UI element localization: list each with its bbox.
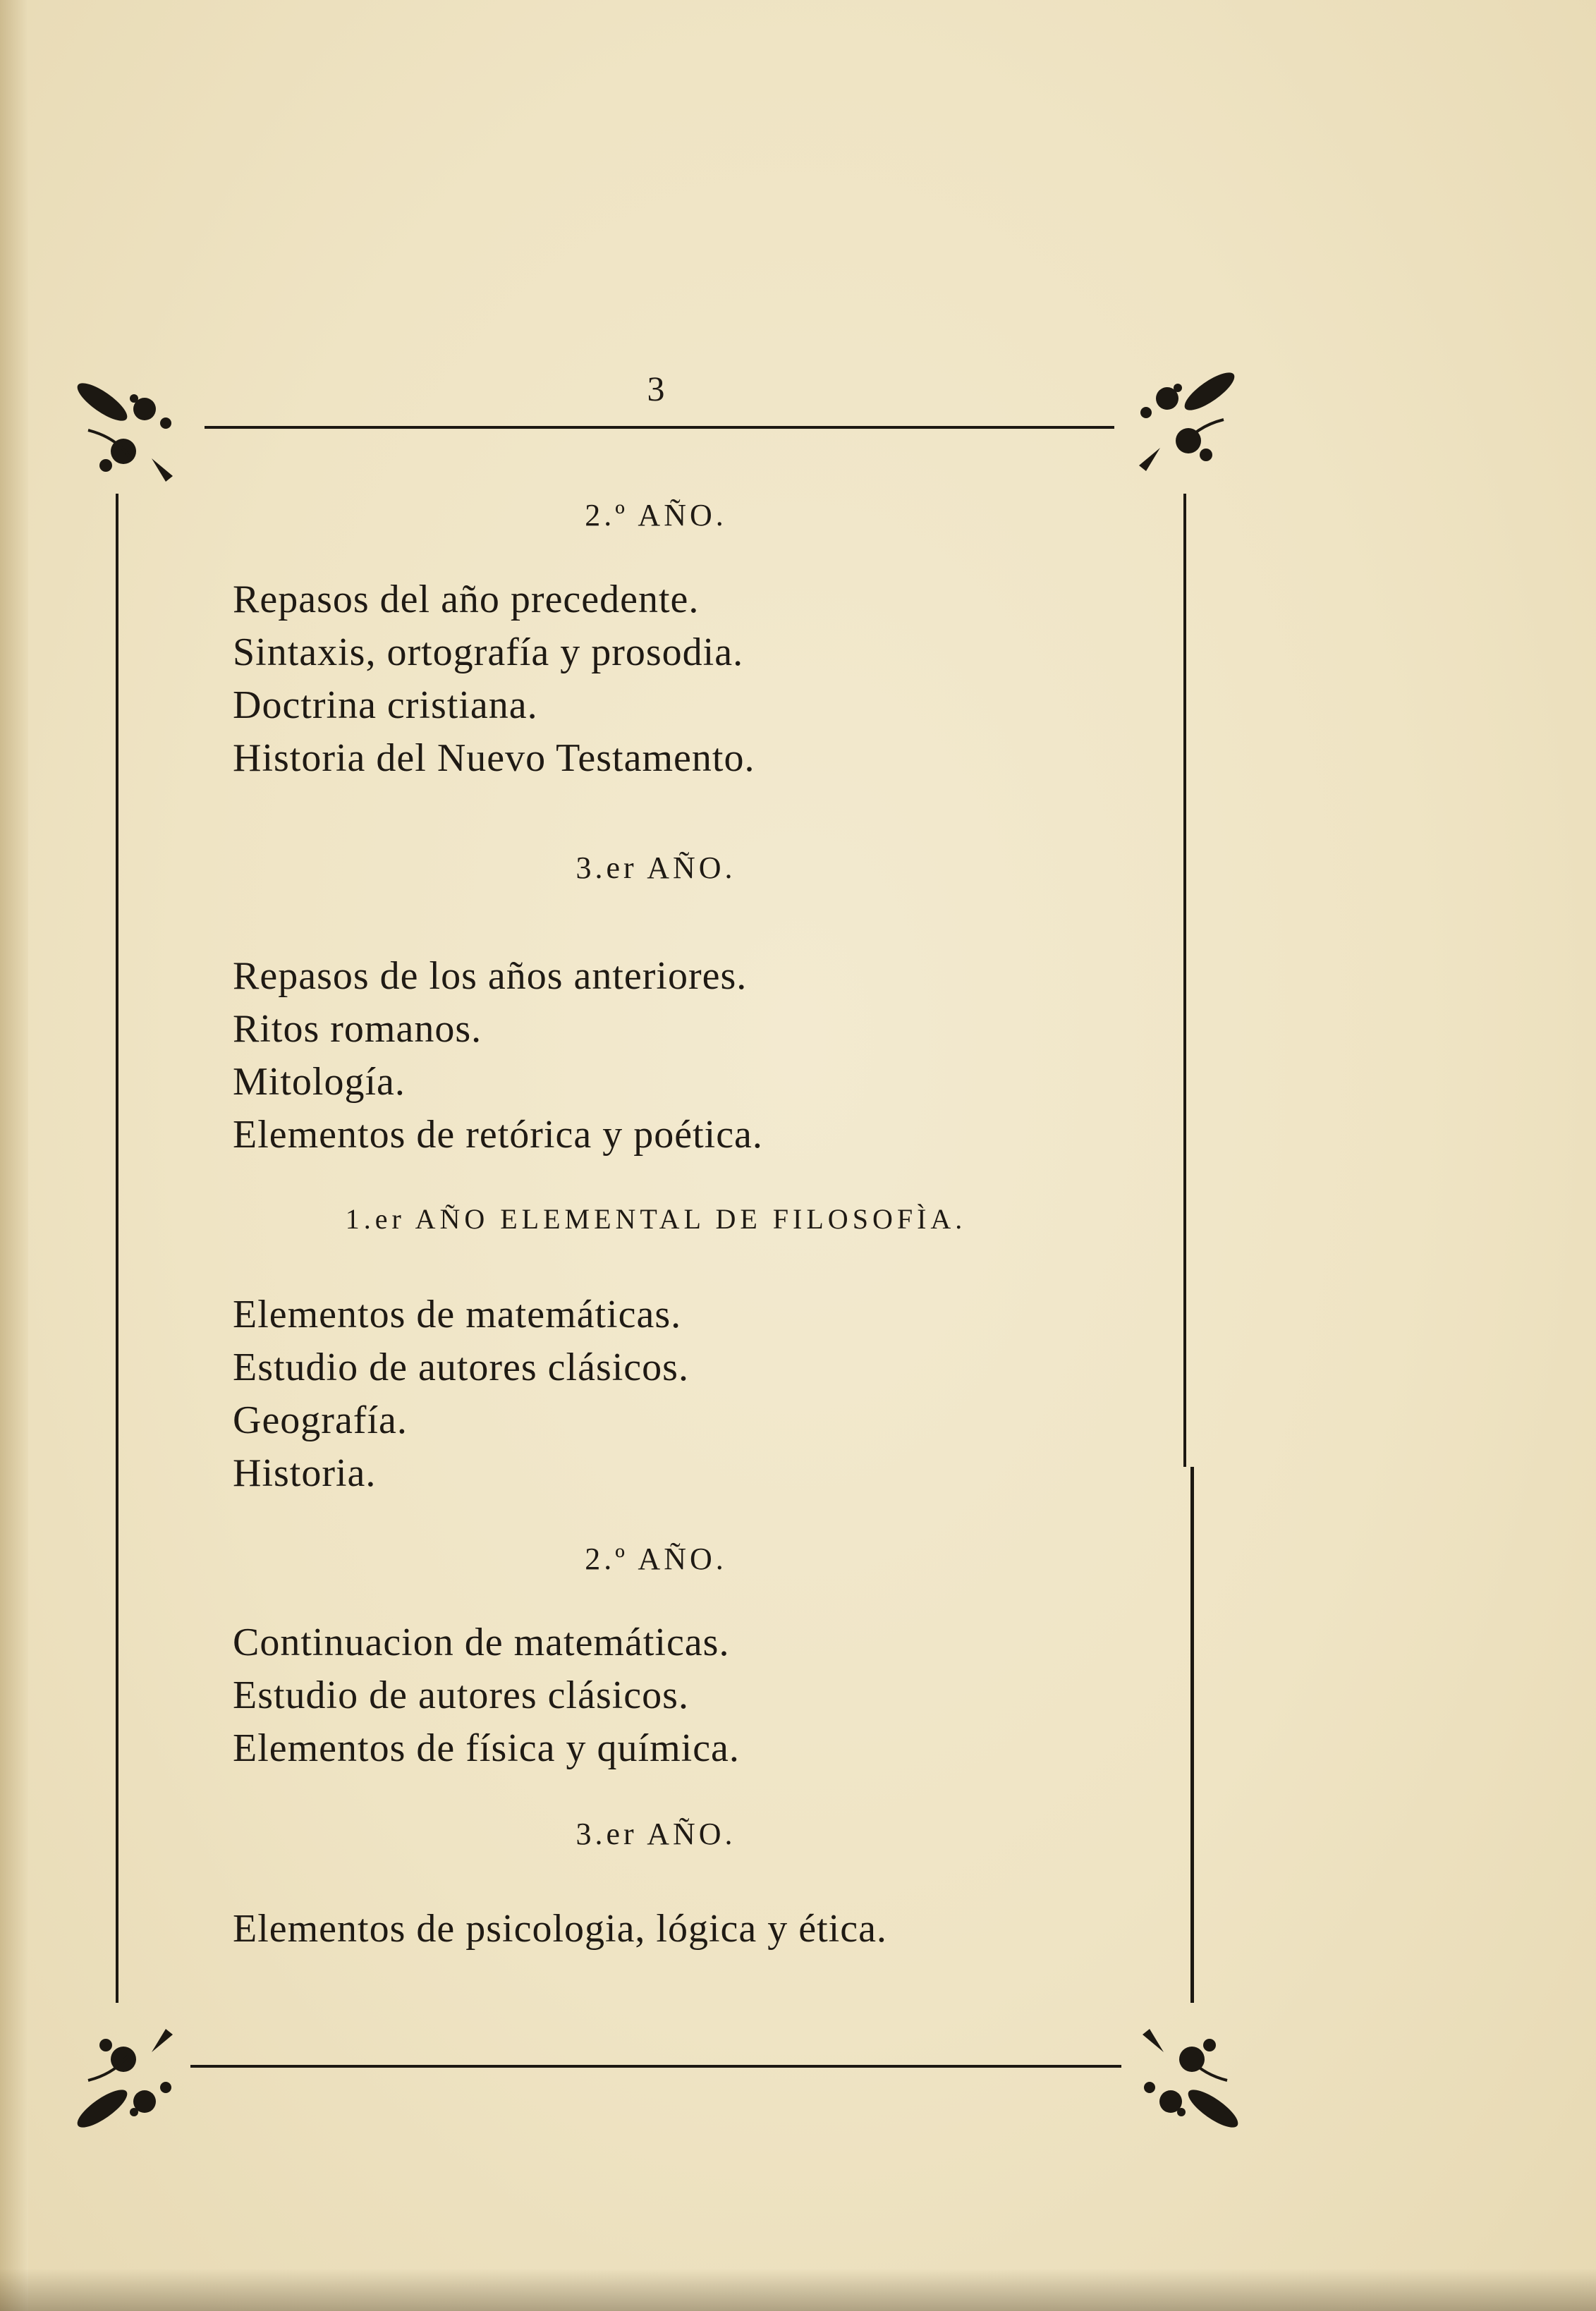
floral-corner-ornament-top-right: [1111, 363, 1245, 497]
list-item: Elementos de retórica y poética.: [233, 1113, 763, 1157]
binding-edge: [0, 0, 28, 2311]
list-item: Estudio de autores clásicos.: [233, 1673, 689, 1717]
right-rule: [1183, 494, 1186, 1467]
floral-corner-ornament-bottom-right: [1114, 2003, 1248, 2137]
section-heading: 2.º AÑO.: [585, 498, 727, 532]
page-number: 3: [647, 369, 665, 408]
left-rule: [116, 494, 118, 2003]
floral-corner-ornament-top-left: [67, 374, 201, 508]
list-item: Estudio de autores clásicos.: [233, 1346, 689, 1389]
section-heading: 3.er AÑO.: [575, 1817, 736, 1851]
section-heading: 3.er AÑO.: [575, 850, 736, 885]
list-item: Repasos del año precedente.: [233, 578, 700, 621]
list-item: Historia del Nuevo Testamento.: [233, 736, 755, 780]
section-heading: 1.er AÑO ELEMENTAL DE FILOSOFÌA.: [345, 1203, 967, 1235]
list-item: Mitología.: [233, 1060, 406, 1104]
list-item: Historia.: [233, 1451, 377, 1495]
page-bottom-shadow: [0, 2269, 1596, 2311]
bottom-rule: [190, 2065, 1121, 2068]
list-item: Elementos de física y química.: [233, 1726, 740, 1770]
section-heading: 2.º AÑO.: [585, 1542, 727, 1576]
list-item: Repasos de los años anteriores.: [233, 954, 748, 998]
list-item: Continuacion de matemáticas.: [233, 1621, 730, 1664]
list-item: Ritos romanos.: [233, 1007, 482, 1051]
list-item: Sintaxis, ortografía y prosodia.: [233, 630, 744, 674]
floral-corner-ornament-bottom-left: [67, 2003, 201, 2137]
list-item: Geografía.: [233, 1398, 408, 1442]
top-rule: [205, 426, 1114, 429]
list-item: Doctrina cristiana.: [233, 683, 538, 727]
list-item: Elementos de psicologia, lógica y ética.: [233, 1907, 887, 1951]
list-item: Elementos de matemáticas.: [233, 1293, 682, 1336]
